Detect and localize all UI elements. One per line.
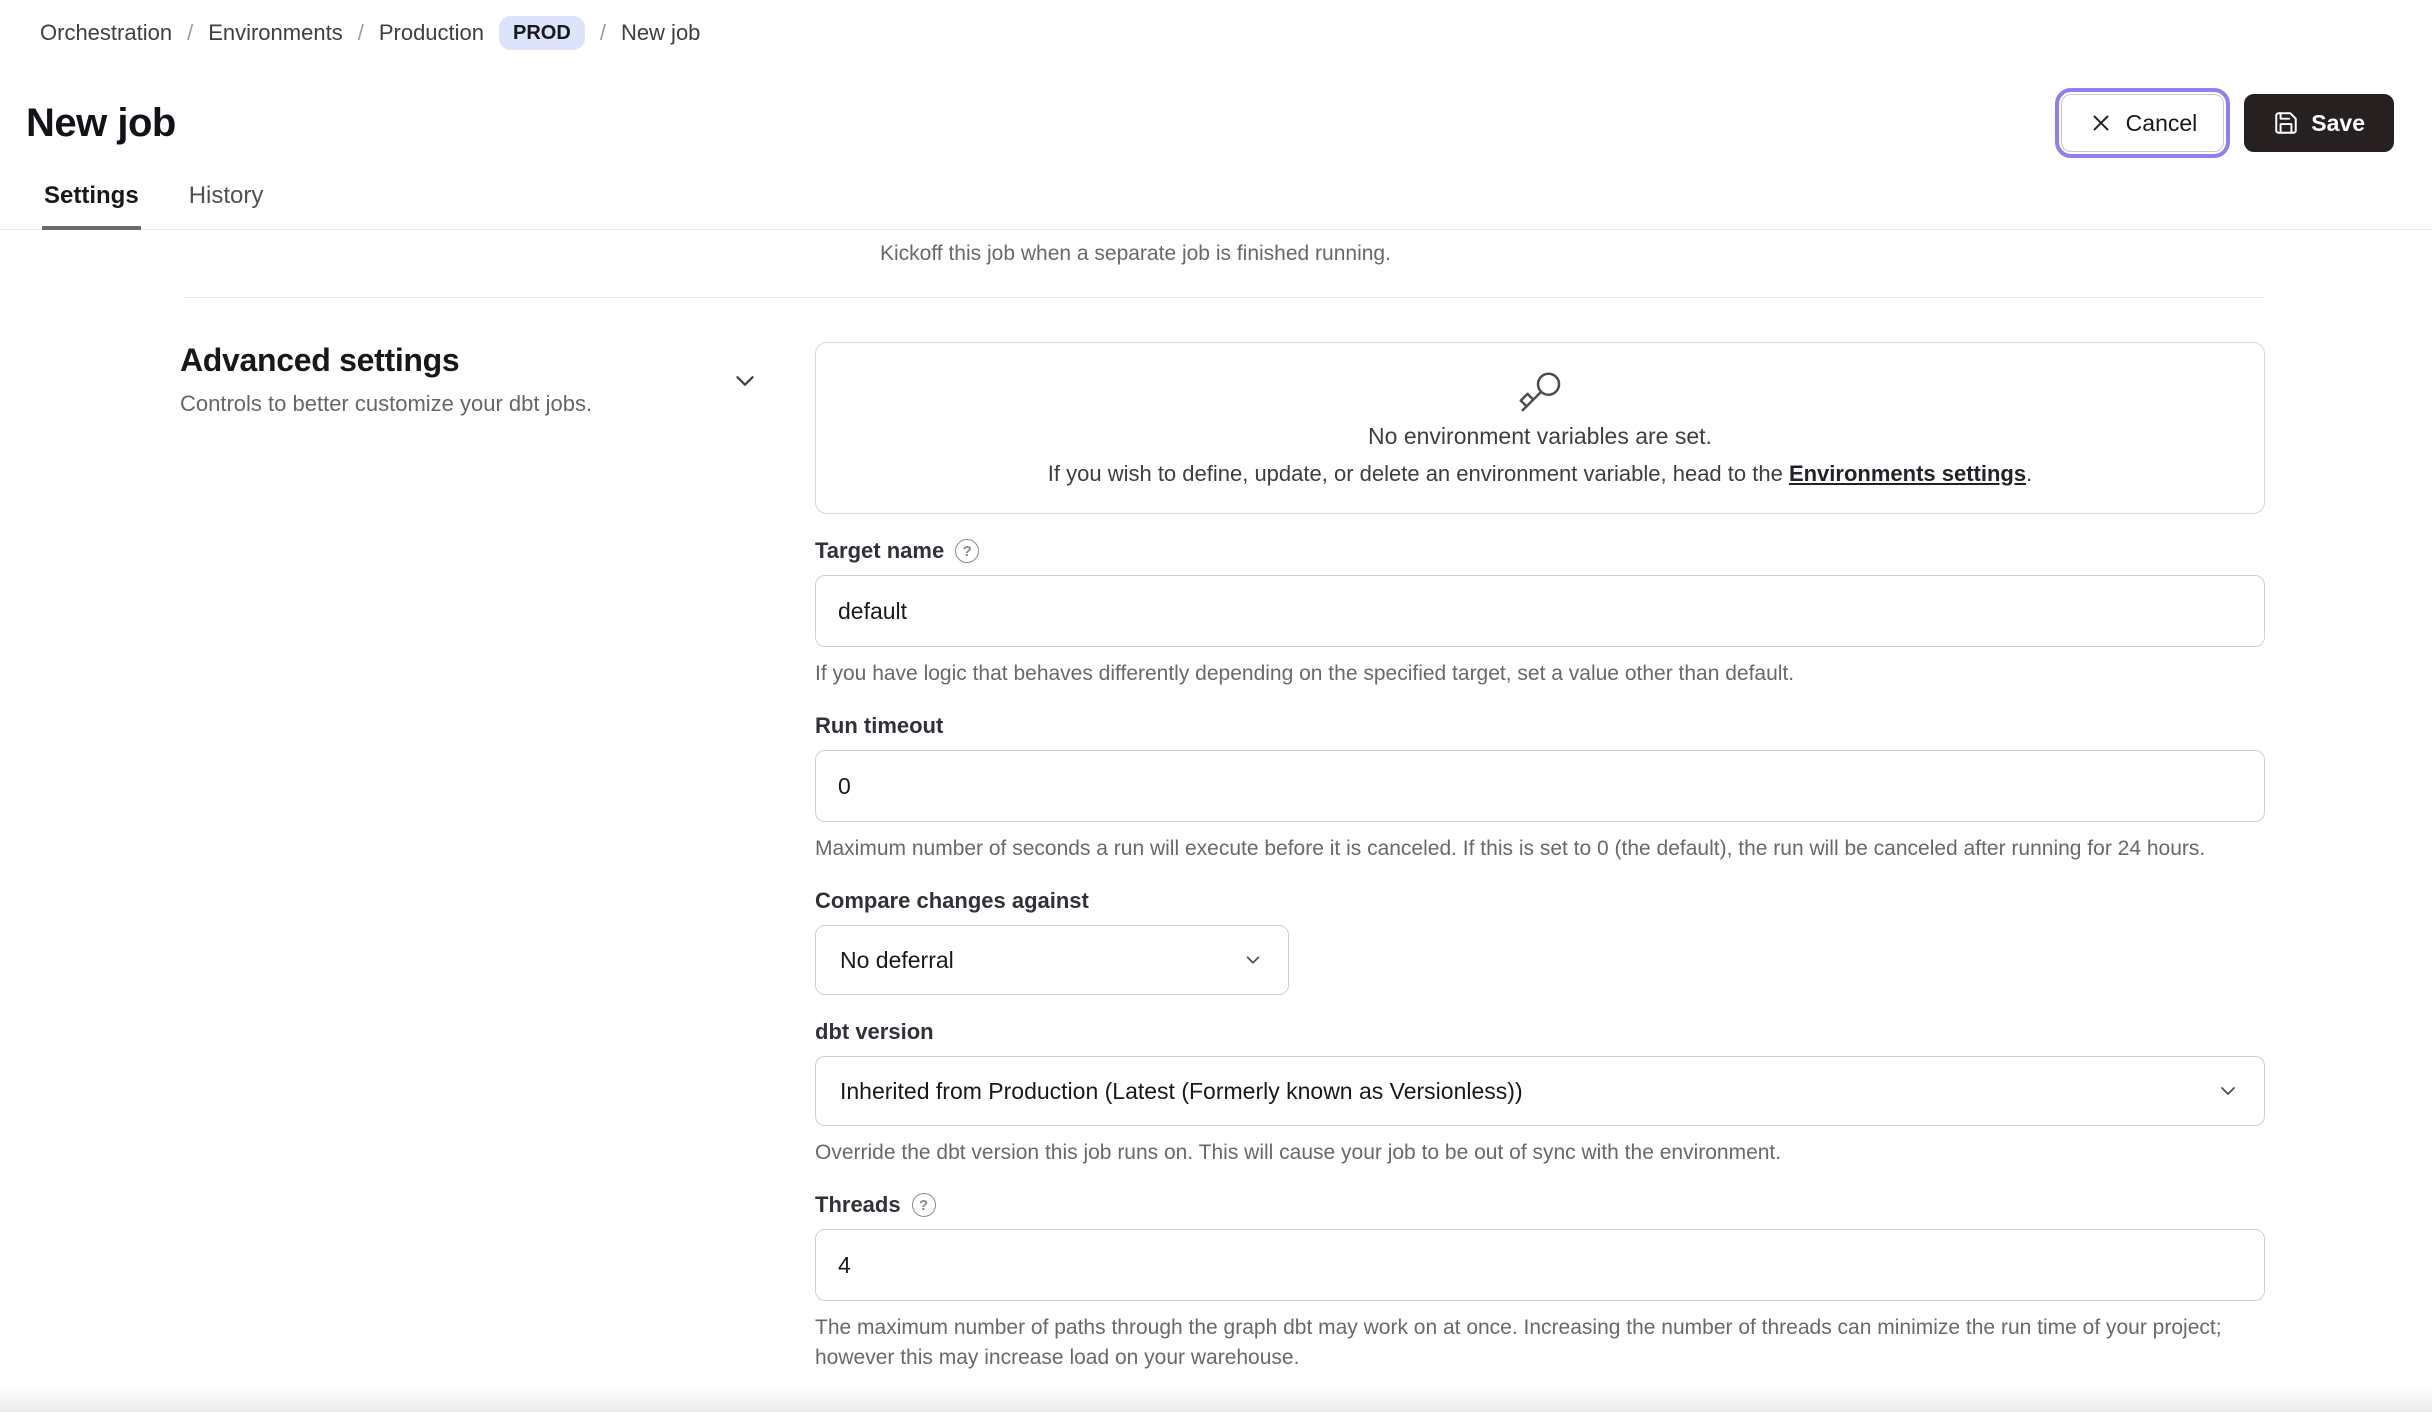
env-panel-body xyxy=(1048,459,2032,489)
env-panel-body-suffix: . xyxy=(2026,460,2033,486)
env-panel-title: No environment variables are set. xyxy=(1368,422,1712,449)
bottom-scroll-fade xyxy=(0,1386,2432,1412)
header-actions xyxy=(2055,88,2394,158)
dbt-version-help-text: Override the dbt version this job runs on. This will cause your job to be out of sync with the environment. xyxy=(815,1141,1782,1164)
chevron-down-icon[interactable] xyxy=(730,366,760,396)
threads-label xyxy=(815,1192,2265,1218)
advanced-settings-section xyxy=(180,342,2265,1373)
save-icon xyxy=(2273,110,2299,136)
compare-changes-selected-value: No deferral xyxy=(840,946,954,973)
tab-settings[interactable]: Settings xyxy=(42,176,141,230)
threads-input[interactable] xyxy=(815,1229,2265,1301)
run-timeout-field-group xyxy=(815,713,2265,864)
breadcrumb-separator: / xyxy=(187,20,194,45)
chevron-down-icon xyxy=(2216,1079,2240,1103)
section-divider xyxy=(185,297,2263,298)
page-title: New job xyxy=(26,100,176,145)
tab-bar xyxy=(0,176,2432,230)
dbt-version-selected-value: Inherited from Production (Latest (Formerly known as Versionless)) xyxy=(840,1077,1523,1104)
save-button-label: Save xyxy=(2311,109,2365,136)
run-timeout-label xyxy=(815,713,2265,739)
kickoff-helper-text: Kickoff this job when a separate job is finished running. xyxy=(880,242,1391,265)
run-timeout-label-text: Run timeout xyxy=(815,713,944,738)
advanced-settings-subtitle: Controls to better customize your dbt jobs. xyxy=(180,391,593,416)
threads-help-text: The maximum number of paths through the graph dbt may work on at once. Increasing the number of threads can minimize the run time of your project; however this may increase load on your warehouse. xyxy=(815,1316,2222,1369)
breadcrumb-production[interactable]: Production xyxy=(378,20,485,45)
target-name-label xyxy=(815,538,2265,564)
save-button[interactable] xyxy=(2244,94,2394,152)
breadcrumb-new-job: New job xyxy=(620,20,701,45)
cancel-button[interactable] xyxy=(2061,94,2225,152)
dbt-version-label xyxy=(815,1019,2265,1045)
compare-changes-label xyxy=(815,888,2265,914)
help-icon[interactable]: ? xyxy=(955,539,979,563)
prod-badge: PROD xyxy=(499,16,585,50)
compare-changes-select[interactable] xyxy=(815,925,1289,995)
close-icon xyxy=(2088,110,2114,136)
cancel-button-focus-ring xyxy=(2055,88,2231,158)
help-icon[interactable]: ? xyxy=(912,1193,936,1217)
target-name-field-group xyxy=(815,538,2265,689)
settings-content xyxy=(0,240,2265,1373)
key-icon xyxy=(1517,368,1563,414)
threads-label-text: Threads xyxy=(815,1192,901,1217)
threads-field-group xyxy=(815,1192,2265,1373)
compare-changes-field-group xyxy=(815,888,2265,995)
chevron-down-icon xyxy=(1242,949,1264,971)
advanced-settings-body xyxy=(815,342,2265,1373)
breadcrumb-separator: / xyxy=(357,20,364,45)
environments-settings-link[interactable]: Environments settings xyxy=(1788,460,2027,486)
tab-history[interactable]: History xyxy=(188,182,264,209)
env-variables-empty-panel xyxy=(815,342,2265,514)
cancel-button-label: Cancel xyxy=(2125,109,2198,136)
env-panel-body-prefix: If you wish to define, update, or delete an environment variable, head to the xyxy=(1047,460,1789,486)
advanced-settings-header xyxy=(180,342,815,1373)
title-row xyxy=(0,88,2432,158)
breadcrumb-environments[interactable]: Environments xyxy=(208,20,343,45)
breadcrumb xyxy=(0,0,2432,50)
advanced-settings-title: Advanced settings xyxy=(180,342,460,378)
dbt-version-field-group xyxy=(815,1019,2265,1168)
breadcrumb-orchestration[interactable]: Orchestration xyxy=(40,20,173,45)
breadcrumb-separator: / xyxy=(599,20,606,45)
target-name-label-text: Target name xyxy=(815,538,945,563)
run-timeout-input[interactable] xyxy=(815,750,2265,822)
compare-changes-label-text: Compare changes against xyxy=(815,888,1089,913)
dbt-version-select[interactable] xyxy=(815,1056,2265,1126)
target-name-input[interactable] xyxy=(815,575,2265,647)
dbt-version-label-text: dbt version xyxy=(815,1019,934,1044)
run-timeout-help-text: Maximum number of seconds a run will execute before it is canceled. If this is set to 0 (the default), the run will be canceled after running for 24 hours. xyxy=(815,837,2206,860)
target-name-help-text: If you have logic that behaves differently depending on the specified target, set a value other than default. xyxy=(815,662,1795,685)
